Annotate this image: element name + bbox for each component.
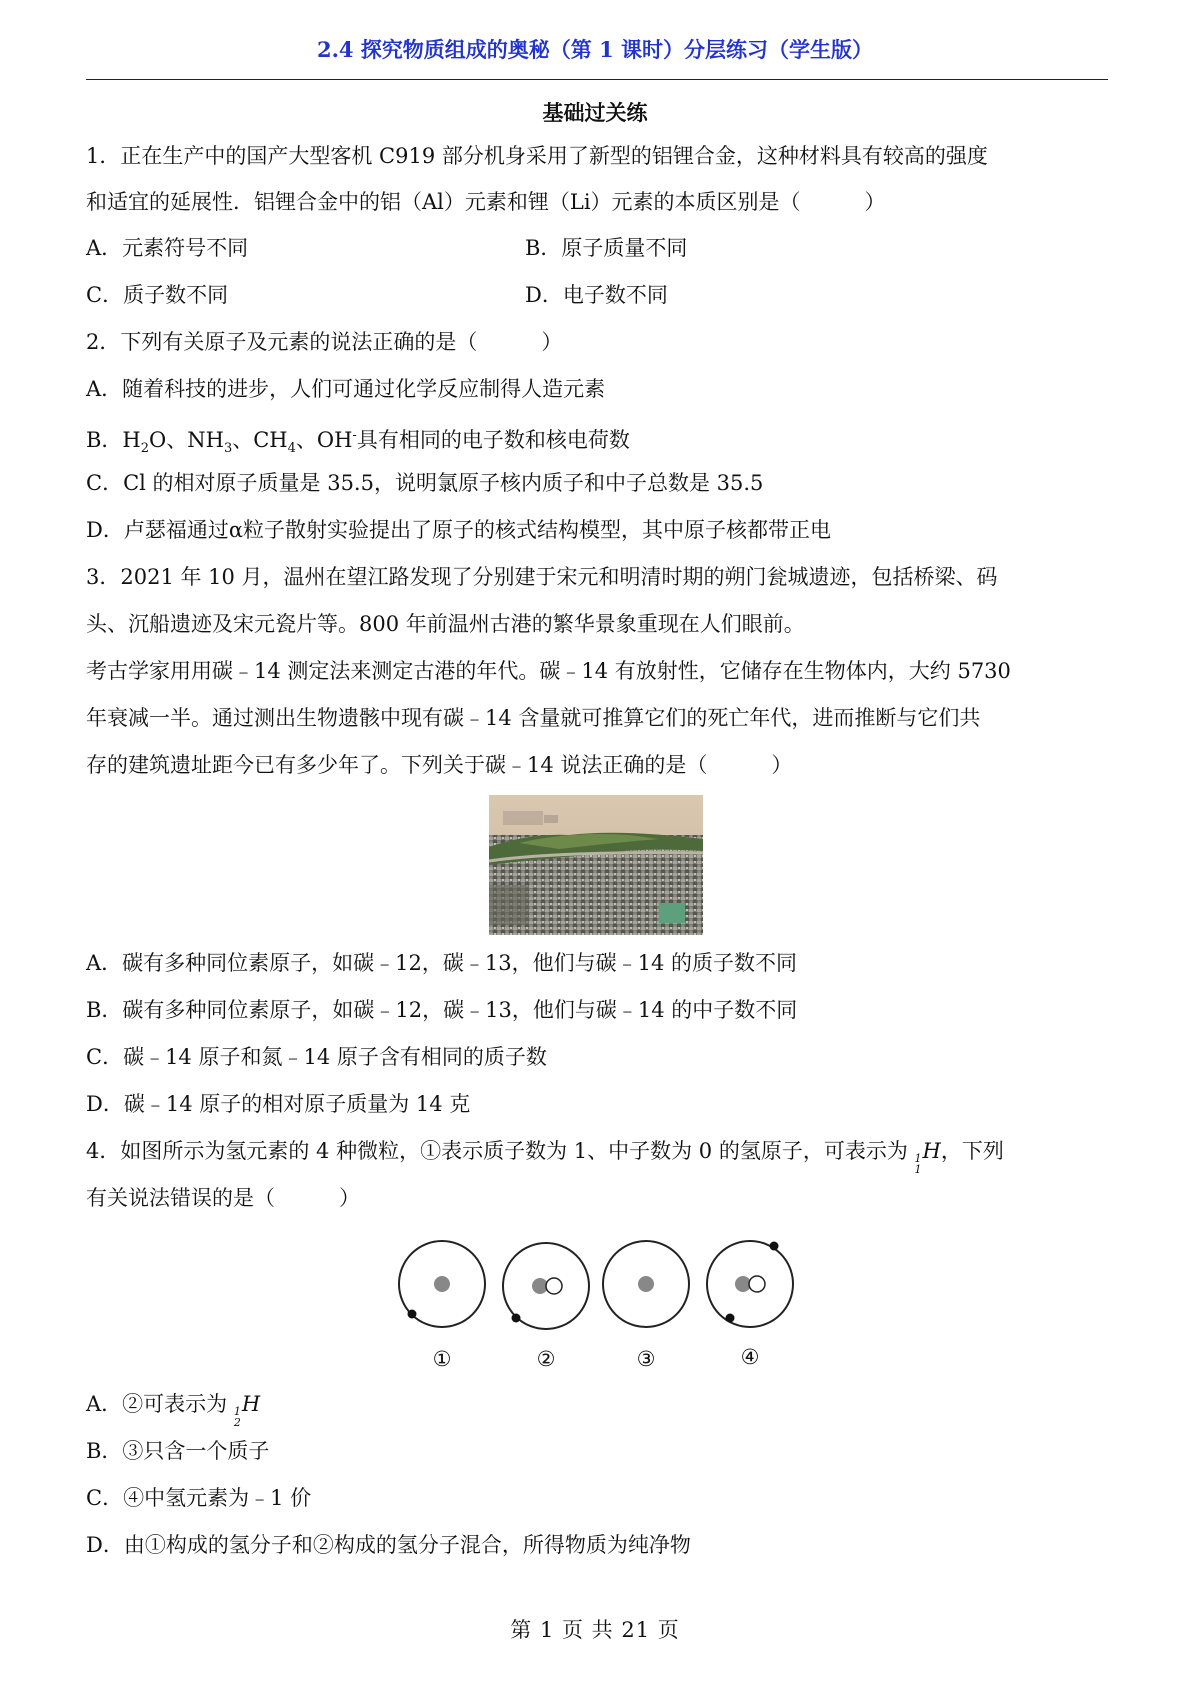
nuclide-notation-1: 1 1	[914, 1152, 922, 1176]
particle-4	[707, 1241, 793, 1327]
q4-stem-line2: 有关说法错误的是（ ）	[86, 1186, 360, 1210]
q3-option-c: C．碳﹣14 原子和氮﹣14 原子含有相同的质子数	[86, 1045, 547, 1069]
q3-stem-line3: 考古学家用用碳﹣14 测定法来测定古港的年代。碳﹣14 有放射性，它储存在生物体内，大约 5730	[86, 659, 1011, 683]
nuclide-notation-2: 1 2	[233, 1405, 241, 1429]
q1-option-d: D．电子数不同	[525, 283, 668, 307]
q2-option-a: A．随着科技的进步，人们可通过化学反应制得人造元素	[86, 377, 606, 401]
q1-option-b: B．原子质量不同	[525, 236, 688, 260]
particle-1	[399, 1241, 485, 1327]
hydrogen-particles-diagram	[390, 1236, 810, 1376]
q2-stem: 2．下列有关原子及元素的说法正确的是（ ）	[86, 330, 563, 354]
ancient-port-aerial-photo	[489, 795, 703, 935]
q4-option-d: D．由①构成的氢分子和②构成的氢分子混合，所得物质为纯净物	[86, 1533, 691, 1557]
q1-stem-line2: 和适宜的延展性．铝锂合金中的铝（Al）元素和锂（Li）元素的本质区别是（ ）	[86, 190, 886, 214]
particle-label-1: ①	[432, 1347, 452, 1371]
particle-2	[503, 1243, 589, 1329]
q4-option-c: C．④中氢元素为﹣1 价	[86, 1486, 312, 1510]
q1-option-c: C．质子数不同	[86, 283, 229, 307]
header-divider	[86, 79, 1108, 80]
document-title: 2.4 探究物质组成的奥秘（第 1 课时）分层练习（学生版）	[316, 37, 874, 62]
q2-option-d: D．卢瑟福通过α粒子散射实验提出了原子的核式结构模型，其中原子核都带正电	[86, 518, 832, 542]
q3-option-a: A．碳有多种同位素原子，如碳﹣12，碳﹣13，他们与碳﹣14 的质子数不同	[86, 951, 798, 975]
q1-option-a: A．元素符号不同	[86, 236, 249, 260]
q3-option-d: D．碳﹣14 原子的相对原子质量为 14 克	[86, 1092, 471, 1116]
q4-stem-line1: 4．如图所示为氢元素的 4 种微粒，①表示质子数为 1、中子数为 0 的氢原子，可表示为 1 1 H，下列	[86, 1139, 1004, 1176]
q4-option-a: A．②可表示为 1 2 H	[86, 1392, 261, 1429]
q3-stem-line5: 存的建筑遗址距今已有多少年了。下列关于碳﹣14 说法正确的是（ ）	[86, 753, 793, 777]
section-title: 基础过关练	[542, 100, 648, 125]
page-footer: 第 1 页 共 21 页	[510, 1618, 680, 1642]
q2-option-c: C．Cl 的相对原子质量是 35.5，说明氯原子核内质子和中子总数是 35.5	[86, 471, 764, 495]
q3-stem-line2: 头、沉船遗迹及宋元瓷片等。800 年前温州古港的繁华景象重现在人们眼前。	[86, 612, 805, 636]
q3-stem-line4: 年衰减一半。通过测出生物遗骸中现有碳﹣14 含量就可推算它们的死亡年代，进而推断与它们共	[86, 706, 981, 730]
q2-option-b: B．$H_2O$、$NH_3$、$CH_4$、OH-具有相同的电子数和核电荷数	[86, 428, 630, 457]
q1-stem-line1: 1．正在生产中的国产大型客机 C919 部分机身采用了新型的铝锂合金，这种材料具有较高的强度	[86, 144, 988, 168]
particle-label-2: ②	[536, 1347, 556, 1371]
q3-stem-line1: 3．2021 年 10 月，温州在望江路发现了分别建于宋元和明清时期的朔门瓮城遗迹，包括桥梁、码	[86, 565, 998, 589]
q4-option-b: B．③只含一个质子	[86, 1439, 270, 1463]
particle-3	[603, 1241, 689, 1327]
q3-option-b: B．碳有多种同位素原子，如碳﹣12，碳﹣13，他们与碳﹣14 的中子数不同	[86, 998, 798, 1022]
particle-label-4: ④	[740, 1345, 760, 1369]
particle-label-3: ③	[636, 1347, 656, 1371]
